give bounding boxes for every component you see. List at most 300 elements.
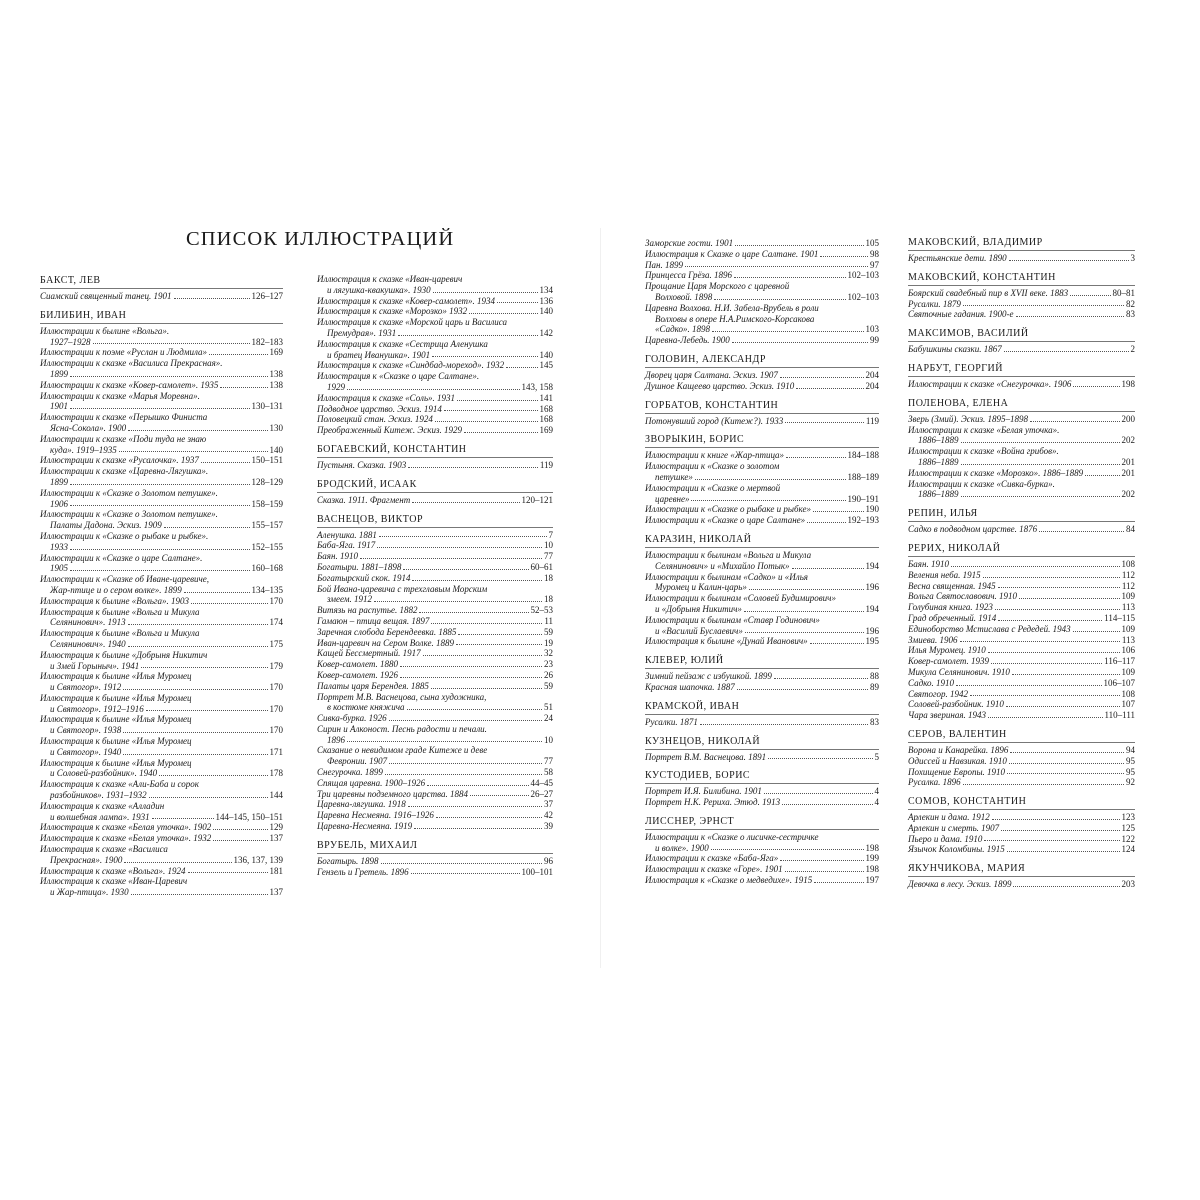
index-entry xyxy=(40,628,283,650)
entry-title: Похищение Европы. 1910 xyxy=(908,766,1006,777)
entry-title: Зверь (Змий). Эскиз. 1895–1898 xyxy=(908,413,1029,424)
index-entry xyxy=(40,553,283,575)
page-number: 88 xyxy=(870,671,879,682)
page-number: 178 xyxy=(269,768,283,779)
entry-title: Единоборство Мстислава с Редедей. 1943 xyxy=(908,623,1071,634)
dot-leader xyxy=(695,479,846,480)
index-entry xyxy=(645,636,879,647)
entry-line xyxy=(40,876,283,887)
index-entry xyxy=(908,812,1135,823)
entry-line xyxy=(40,693,283,704)
entry-line xyxy=(645,832,879,843)
page-number: 202 xyxy=(1121,435,1135,446)
entry-line-with-page xyxy=(40,725,283,736)
entry-title: Иллюстрация к былине «Добрыня Никитич xyxy=(40,649,208,660)
index-entry xyxy=(908,756,1135,767)
entry-title: Иллюстрация к былине «Вольга и Микула xyxy=(40,628,200,639)
index-entry xyxy=(645,593,879,615)
entry-line-with-page xyxy=(645,450,879,461)
page-number: 60–61 xyxy=(530,561,553,572)
entry-title: Иллюстрации к сказке «Морозко». 1886–1889 xyxy=(908,467,1084,478)
page-number: 105 xyxy=(865,238,879,248)
entry-title: Бабушкины сказки. 1867 xyxy=(908,344,1002,355)
dot-leader xyxy=(991,663,1102,664)
page-number: 102–103 xyxy=(847,291,879,302)
dot-leader xyxy=(963,305,1124,306)
entry-line-with-page xyxy=(40,682,283,693)
dot-leader xyxy=(412,502,519,503)
dot-leader xyxy=(1004,351,1129,352)
entry-title: Иллюстрации к поэме «Руслан и Людмила» xyxy=(40,347,208,358)
page-number: 7 xyxy=(548,529,553,540)
artist-section xyxy=(908,542,1135,721)
entry-title: 1933 xyxy=(50,541,68,552)
entry-title: Пустыня. Сказка. 1903 xyxy=(317,459,407,470)
index-entry xyxy=(908,468,1135,479)
dot-leader xyxy=(159,775,267,776)
dot-leader xyxy=(456,644,542,645)
dot-leader xyxy=(123,732,267,733)
entry-title: Иллюстрация к сказке «Али-Баба и сорок xyxy=(40,779,199,790)
entry-title: Иллюстрации к былинам «Садко» и «Илья xyxy=(645,571,808,582)
entry-line xyxy=(317,724,553,735)
page-number: 170 xyxy=(269,703,283,714)
index-entry xyxy=(317,810,553,821)
artist-heading: СОМОВ, КОНСТАНТИН xyxy=(908,795,1135,810)
entry-line xyxy=(40,412,283,423)
entry-title: Портрет Н.К. Рериха. Этюд. 1913 xyxy=(645,797,781,808)
index-entry xyxy=(317,460,553,471)
entry-line-with-page xyxy=(645,864,879,875)
page-number: 130 xyxy=(269,422,283,433)
index-entry xyxy=(645,572,879,594)
page-number: 192–193 xyxy=(847,515,879,526)
index-entry xyxy=(645,875,879,886)
dot-leader xyxy=(988,652,1120,653)
entry-line-with-page xyxy=(40,369,283,380)
entry-line xyxy=(40,714,283,725)
dot-leader xyxy=(961,464,1120,465)
entry-title: Иллюстрация к сказке «Сестрица Аленушка xyxy=(317,338,488,349)
entry-title: 1886–1889 xyxy=(918,489,959,500)
entry-line-with-page xyxy=(645,604,879,615)
dot-leader xyxy=(497,302,537,303)
page-number: 102–103 xyxy=(847,270,879,281)
entry-line-with-page xyxy=(317,414,553,425)
entry-line-with-page xyxy=(40,855,283,866)
page-number: 100–101 xyxy=(521,866,553,877)
entry-title: Иллюстрации к былинам «Соловей Будимирович» xyxy=(645,593,836,604)
page-number: 201 xyxy=(1121,456,1135,467)
artist-heading: МАКОВСКИЙ, КОНСТАНТИН xyxy=(908,271,1135,286)
artist-section xyxy=(645,735,879,763)
entry-title: петушке» xyxy=(655,471,693,482)
entry-line-with-page xyxy=(645,561,879,572)
index-entry xyxy=(40,822,283,833)
page-number: 94 xyxy=(1126,744,1135,755)
entry-line xyxy=(40,671,283,682)
index-entry xyxy=(645,270,879,281)
page-number: 112 xyxy=(1121,569,1135,580)
entry-title: Красная шапочка. 1887 xyxy=(645,681,735,692)
entry-line-with-page xyxy=(645,249,879,260)
entry-title: Иллюстрация к сказке «Соль». 1931 xyxy=(317,392,456,403)
page-number: 103 xyxy=(865,324,879,335)
entry-line-with-page xyxy=(40,790,283,801)
dot-leader xyxy=(433,292,538,293)
index-entry xyxy=(317,627,553,638)
index-entry xyxy=(317,799,553,810)
index-entry xyxy=(645,461,879,483)
entry-line-with-page xyxy=(908,253,1135,264)
dot-leader xyxy=(814,882,863,883)
entry-line xyxy=(40,650,283,661)
page-number: 24 xyxy=(544,713,553,724)
page-number: 3 xyxy=(1130,253,1135,263)
entry-line-with-page xyxy=(40,499,283,510)
index-entry xyxy=(645,249,879,260)
artist-heading: МАКСИМОВ, ВАСИЛИЙ xyxy=(908,327,1135,342)
page-number: 160–168 xyxy=(251,563,283,574)
index-entry xyxy=(317,339,553,361)
entry-line-with-page xyxy=(317,821,553,832)
entry-title: Иллюстрации к «Сказке о лисичке-сестричке xyxy=(645,831,819,842)
index-entry xyxy=(317,317,553,339)
entry-line-with-page xyxy=(645,324,879,335)
index-entry xyxy=(908,624,1135,635)
entry-title: и волшебная лампа». 1931 xyxy=(50,811,150,822)
entry-title: Баян. 1910 xyxy=(317,551,358,562)
entry-title: и Святогор». 1940 xyxy=(50,746,122,757)
page-number: 96 xyxy=(544,855,553,866)
entry-title: Соловей-разбойник. 1910 xyxy=(908,699,1004,710)
page-number: 179 xyxy=(269,660,283,671)
entry-line-with-page xyxy=(908,435,1135,446)
dot-leader xyxy=(469,313,537,314)
entry-line-with-page xyxy=(908,635,1135,646)
entry-title: Иллюстрации к «Сказке о Золотом петушке». xyxy=(40,487,218,498)
entry-line-with-page xyxy=(645,270,879,281)
entry-line-with-page xyxy=(908,834,1135,845)
entry-line xyxy=(40,434,283,445)
index-entry xyxy=(317,540,553,551)
dot-leader xyxy=(700,724,868,725)
entry-title: Иллюстрация к сказке «Морозко» 1932 xyxy=(317,306,468,317)
artist-heading: ГОЛОВИН, АЛЕКСАНДР xyxy=(645,353,879,368)
page-number: 82 xyxy=(1126,298,1135,309)
dot-leader xyxy=(377,547,542,548)
dot-leader xyxy=(374,601,542,602)
entry-line-with-page xyxy=(645,335,879,346)
page-number: 80–81 xyxy=(1112,287,1135,298)
dot-leader xyxy=(749,589,864,590)
dot-leader xyxy=(389,720,542,721)
entry-title: Половецкий стан. Эскиз. 1924 xyxy=(317,414,433,425)
entry-title: Иллюстрация к былине «Илья Муромец xyxy=(40,757,192,768)
page-number: 194 xyxy=(865,560,879,571)
entry-title: Селянинович» и «Михайло Потык» xyxy=(655,560,790,571)
dot-leader xyxy=(431,623,542,624)
index-entry xyxy=(317,713,553,724)
entry-line xyxy=(908,425,1135,436)
entry-title: и братец Иванушка». 1901 xyxy=(327,349,431,360)
dot-leader xyxy=(737,689,868,690)
entry-line-with-page xyxy=(317,296,553,307)
index-entry xyxy=(908,710,1135,721)
page-number: 120–121 xyxy=(521,494,553,505)
entry-line-with-page xyxy=(40,639,283,650)
dot-leader xyxy=(427,785,528,786)
page-number: 42 xyxy=(544,810,553,821)
entry-line-with-page xyxy=(645,381,879,392)
dot-leader xyxy=(408,806,542,807)
entry-line-with-page xyxy=(40,887,283,898)
entry-title: Иллюстрация к Сказке о царе Салтане. 1901 xyxy=(645,248,819,259)
artist-heading: ПОЛЕНОВА, ЕЛЕНА xyxy=(908,397,1135,412)
dot-leader xyxy=(470,795,529,796)
dot-leader xyxy=(146,710,268,711)
dot-leader xyxy=(1030,421,1119,422)
page-number: 116–117 xyxy=(1104,656,1135,667)
entry-title: Иллюстрация к былине «Илья Муромец xyxy=(40,736,192,747)
index-entry xyxy=(908,834,1135,845)
page-number: 141 xyxy=(539,392,553,403)
dot-leader xyxy=(360,558,542,559)
page-number: 201 xyxy=(1121,467,1135,478)
entry-line-with-page xyxy=(40,563,283,574)
index-entry xyxy=(40,380,283,391)
page-number: 204 xyxy=(865,380,879,391)
entry-line-with-page xyxy=(645,636,879,647)
entry-line-with-page xyxy=(645,875,879,886)
entry-line-with-page xyxy=(908,468,1135,479)
artist-section xyxy=(645,533,879,647)
entry-title: Иллюстрации к былине «Вольга». xyxy=(40,325,170,336)
entry-title: Муромец и Калин-царь» xyxy=(655,582,747,593)
index-entry xyxy=(317,648,553,659)
entry-title: Спящая царевна. 1900–1926 xyxy=(317,777,426,788)
entry-line-with-page xyxy=(317,856,553,867)
page-number: 144 xyxy=(269,790,283,801)
page-number: 152–155 xyxy=(251,541,283,552)
entry-title: Иллюстрации к сказке «Баба-Яга» xyxy=(645,853,779,864)
entry-title: Арлекин и смерть. 1907 xyxy=(908,822,1000,833)
page-number: 196 xyxy=(865,625,879,636)
page-number: 134 xyxy=(539,284,553,295)
entry-line-with-page xyxy=(645,238,879,249)
index-entry xyxy=(40,801,283,823)
artist-section xyxy=(645,815,879,886)
entry-line-with-page xyxy=(908,745,1135,756)
entry-line-with-page xyxy=(40,768,283,779)
index-entry xyxy=(645,381,879,392)
page-number: 77 xyxy=(544,551,553,562)
index-entry xyxy=(317,616,553,627)
page-number: 175 xyxy=(269,638,283,649)
entry-title: Подводное царство. Эскиз. 1914 xyxy=(317,403,442,414)
index-entry xyxy=(908,823,1135,834)
index-entry xyxy=(908,667,1135,678)
dot-leader xyxy=(347,741,542,742)
page-number: 119 xyxy=(539,459,553,470)
dot-leader xyxy=(1085,475,1119,476)
page-number: 200 xyxy=(1121,413,1135,424)
entry-line xyxy=(317,745,553,756)
dot-leader xyxy=(951,566,1120,567)
artist-heading: КУСТОДИЕВ, БОРИС xyxy=(645,769,879,784)
entry-title: Портрет И.Я. Билибина. 1901 xyxy=(645,786,762,797)
page-number: 10 xyxy=(544,540,553,551)
index-entry xyxy=(645,786,879,797)
artist-heading: КУЗНЕЦОВ, НИКОЛАЙ xyxy=(645,735,879,750)
index-entry xyxy=(645,682,879,693)
page-number: 109 xyxy=(1121,623,1135,634)
page-number: 150–151 xyxy=(251,455,283,466)
entry-line xyxy=(645,461,879,472)
entry-title: Снегурочка. 1899 xyxy=(317,767,383,778)
entry-title: 1929 xyxy=(327,381,345,392)
entry-title: в костюме княжича xyxy=(327,702,405,713)
dot-leader xyxy=(457,400,537,401)
entry-title: Иллюстрация к сказке «Иван-Царевич xyxy=(40,876,188,887)
page-number: 198 xyxy=(865,842,879,853)
page-number: 126–127 xyxy=(251,291,283,301)
dot-leader xyxy=(961,442,1120,443)
entry-line-with-page xyxy=(645,853,879,864)
dot-leader xyxy=(123,689,267,690)
entry-line xyxy=(40,509,283,520)
entry-title: и Соловей-разбойник». 1940 xyxy=(50,768,158,779)
entry-line-with-page xyxy=(908,581,1135,592)
dot-leader xyxy=(128,430,267,431)
entry-line-with-page xyxy=(645,626,879,637)
index-entry xyxy=(908,559,1135,570)
page-number: 184–188 xyxy=(847,450,879,461)
page-number: 108 xyxy=(1121,688,1135,699)
page-number: 106 xyxy=(1121,645,1135,656)
index-entry xyxy=(908,879,1135,890)
entry-line xyxy=(317,584,553,595)
entry-title: Иллюстрация к «Сказке о царе Салтане». xyxy=(317,371,480,382)
entry-title: Ковер-самолет. 1939 xyxy=(908,656,989,667)
entry-line-with-page xyxy=(317,285,553,296)
page-number: 11 xyxy=(544,615,553,626)
index-entry xyxy=(908,678,1135,689)
page-number: 169 xyxy=(539,425,553,436)
entry-title: Иллюстрация к сказке «Белая уточка». 1932 xyxy=(40,833,212,844)
page-number: 19 xyxy=(544,637,553,648)
artist-heading: КАРАЗИН, НИКОЛАЙ xyxy=(645,533,879,548)
entry-line-with-page xyxy=(645,786,879,797)
entry-title: Иллюстрации к «Сказке о рыбаке и рыбке» xyxy=(645,504,811,515)
artist-section xyxy=(908,362,1135,390)
entry-line xyxy=(317,339,553,350)
entry-line-with-page xyxy=(317,306,553,317)
page-number: 140 xyxy=(539,306,553,317)
entry-line-with-page xyxy=(317,360,553,371)
entry-title: и Святогор». 1938 xyxy=(50,725,122,736)
entry-line-with-page xyxy=(317,540,553,551)
entry-line-with-page xyxy=(317,627,553,638)
index-entry xyxy=(317,789,553,800)
dot-leader xyxy=(423,655,542,656)
dot-leader xyxy=(745,632,864,633)
index-entry xyxy=(645,483,879,505)
entry-line-with-page xyxy=(317,530,553,541)
entry-title: Ковер-самолет. 1880 xyxy=(317,659,398,670)
page-number: 140 xyxy=(269,444,283,455)
entry-line-with-page xyxy=(317,702,553,713)
index-entry xyxy=(908,570,1135,581)
artist-section xyxy=(908,327,1135,355)
dot-leader xyxy=(174,298,250,299)
dot-leader xyxy=(744,611,864,612)
entry-line-with-page xyxy=(317,670,553,681)
entry-line-with-page xyxy=(317,648,553,659)
entry-line xyxy=(645,550,879,561)
entry-title: Иллюстрации к сказке «Русалочка». 1937 xyxy=(40,455,199,466)
dot-leader xyxy=(131,894,268,895)
dot-leader xyxy=(414,828,542,829)
page-number: 136 xyxy=(539,295,553,306)
entry-line-with-page xyxy=(317,594,553,605)
entry-line-with-page xyxy=(317,350,553,361)
entry-title: Иллюстрации к книге «Жар-птица» xyxy=(645,450,785,461)
entry-title: Аленушка. 1881 xyxy=(317,529,377,540)
entry-title: Прощание Царя Морского с царевной xyxy=(645,281,790,292)
dot-leader xyxy=(381,863,542,864)
index-entry xyxy=(317,692,553,714)
entry-line-with-page xyxy=(908,710,1135,721)
entry-title: Ворона и Канарейка. 1896 xyxy=(908,744,1009,755)
index-entry xyxy=(40,574,283,596)
entry-title: Иллюстрации к сказке «Снегурочка». 1906 xyxy=(908,378,1072,389)
page-number: 196 xyxy=(865,582,879,593)
dot-leader xyxy=(119,451,268,452)
dot-leader xyxy=(70,484,250,485)
index-entry xyxy=(908,425,1135,447)
artist-section xyxy=(908,795,1135,855)
entry-line xyxy=(40,358,283,369)
index-entry xyxy=(645,797,879,808)
index-entry xyxy=(908,288,1135,299)
dot-leader xyxy=(191,603,267,604)
dot-leader xyxy=(711,849,864,850)
page-number: 124 xyxy=(1121,844,1135,855)
index-entry xyxy=(908,309,1135,320)
artist-heading: БРОДСКИЙ, ИСААК xyxy=(317,478,553,493)
entry-line-with-page xyxy=(908,457,1135,468)
index-entry xyxy=(317,659,553,670)
entry-title: и лягушка-квакушка». 1930 xyxy=(327,284,431,295)
entry-title: Град обреченный. 1914 xyxy=(908,612,997,623)
entry-title: и Святогор». 1912 xyxy=(50,682,122,693)
dot-leader xyxy=(435,421,538,422)
entry-title: Селянинович». 1940 xyxy=(50,638,126,649)
dot-leader xyxy=(464,432,537,433)
dot-leader xyxy=(347,389,520,390)
index-entry xyxy=(317,573,553,584)
entry-line-with-page xyxy=(317,393,553,404)
entry-line xyxy=(317,317,553,328)
entry-line-with-page xyxy=(908,624,1135,635)
entry-title: и Змей Горыныч». 1941 xyxy=(50,660,140,671)
entry-title: 1899 xyxy=(50,368,68,379)
entry-title: Иллюстрации к сказке «Марья Моревна». xyxy=(40,390,200,401)
entry-line-with-page xyxy=(40,455,283,466)
index-entry xyxy=(40,488,283,510)
entry-title: Иллюстрации к сказке «Горе». 1901 xyxy=(645,864,783,875)
